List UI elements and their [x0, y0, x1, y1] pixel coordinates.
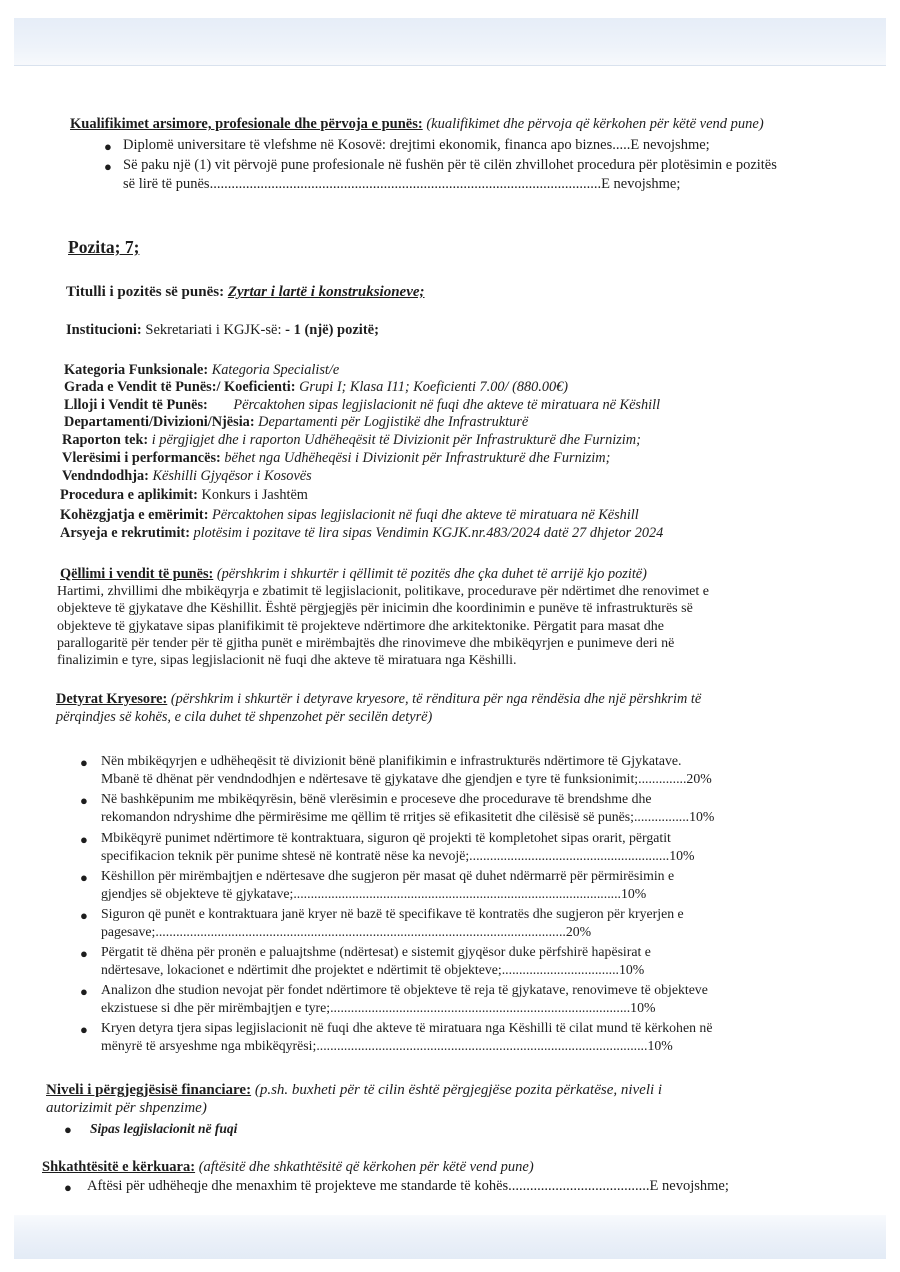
pozita-title-row: [66, 284, 425, 301]
detyra-item-cont: rekomandon ndryshime dhe përmirësime me qëllim të rritjes së efikasitetit dhe cilësisë së punës;................10%: [101, 809, 715, 824]
pozita-label: Pozita; 7;: [68, 237, 140, 257]
detail-row: [62, 432, 641, 449]
shkathtesite-heading: Shkathtësitë e kërkuara:: [42, 1159, 196, 1175]
niveli-note: (p.sh. buxheti për të cilin është përgjegjëse pozita përkatëse, niveli i: [254, 1082, 663, 1098]
bullet-icon: ●: [80, 832, 88, 847]
kualifikimet-heading: Kualifikimet arsimore, profesionale dhe përvoja e punës:: [70, 116, 423, 132]
qellimi-line: Hartimi, zhvillimi dhe mbikëqyrja e zbatimit të legjislacionit, politikave, procedurave për ndërtimet dhe renovimet e: [57, 584, 709, 599]
pozita-title-label: Titulli i pozitës së punës:: [66, 284, 225, 300]
shkathtesite-note: (aftësitë dhe shkathtësitë që kërkohen për këtë vend pune): [198, 1159, 534, 1175]
detail-label: Raporton tek:: [62, 432, 149, 448]
detail-value: Përcaktohen sipas legjislacionit në fuqi dhe akteve të miratuara në Këshill: [233, 397, 661, 413]
detail-value: Konkurs i Jashtëm: [201, 487, 308, 503]
detyra-item: Mbikëqyrë punimet ndërtimore të kontraktuara, siguron që projekti të kompletohet sipas orarit, përgatit: [101, 830, 671, 845]
institucioni-value: Sekretariati i KGJK-së:: [145, 322, 282, 338]
institucioni-row: [66, 322, 379, 339]
detail-label: Vendndodhja:: [62, 468, 149, 484]
shkathtesite-heading-row: [42, 1159, 534, 1176]
detyra-item-cont: Mbanë të dhënat për vendndodhjen e ndërtesave të gjykatave dhe gjendjen e tyre të funksionimit;..............20%: [101, 771, 712, 786]
bullet-icon: ●: [64, 1180, 72, 1195]
detyra-item: Siguron që punët e kontraktuara janë kryer në bazë të specifikave të kontratës dhe sugjeron për kryerjen e: [101, 906, 684, 921]
kualifikimet-note: (kualifikimet dhe përvoja që kërkohen për këtë vend pune): [426, 116, 764, 132]
detyra-item: Nën mbikëqyrjen e udhëheqësit të divizionit bënë planifikimin e infrastrukturës ndërtimore të Gjykatave.: [101, 753, 682, 768]
detail-row: [64, 414, 528, 431]
detail-row: [60, 487, 308, 504]
pozita-title-value: Zyrtar i lartë i konstruksioneve;: [227, 284, 425, 300]
niveli-item: Sipas legjislacionit në fuqi: [90, 1121, 238, 1136]
detyra-item-cont: mënyrë të arsyeshme nga mbikëqyrësi;................................................................................................10%: [101, 1038, 673, 1053]
niveli-heading: Niveli i përgjegjësisë financiare:: [46, 1082, 252, 1098]
niveli-note-cont: autorizimit për shpenzime): [46, 1100, 207, 1116]
detail-label: Grada e Vendit të Punës:/ Koeficienti:: [64, 379, 296, 395]
detail-value: Kategoria Specialist/e: [211, 362, 340, 378]
qellimi-note: (përshkrim i shkurtër i qëllimit të pozitës dhe çka duhet të arrijë kjo pozitë): [216, 566, 647, 582]
detyrat-note: (përshkrim i shkurtër i detyrave kryesore, të rënditura për nga rëndësia dhe një përshkrim të: [170, 691, 702, 707]
detail-row: [60, 507, 639, 524]
bullet-icon: ●: [80, 870, 88, 885]
detyra-item-cont: specifikacion teknik për punime shtesë në kontratë nëse ka nevojë;..........................................................10%: [101, 848, 695, 863]
detyra-item-cont: gjendjes së objekteve të gjykatave;...............................................................................................10%: [101, 886, 647, 901]
detail-row: [64, 379, 568, 396]
detyra-item: Përgatit të dhëna për pronën e paluajtshme (ndërtesat) e sistemit gjyqësor duke përfshirë hapësirat e: [101, 944, 651, 959]
bullet-icon: ●: [80, 984, 88, 999]
detail-value: Këshilli Gjyqësor i Kosovës: [152, 468, 312, 484]
detyra-item-cont: ekzistuese si dhe për mirëmbajtjen e tyre;.......................................................................................10%: [101, 1000, 656, 1015]
detyrat-note-cont: përqindjes së kohës, e cila duhet të shpenzohet për secilën detyrë): [56, 709, 433, 725]
detail-value: i përgjigjet dhe i raporton Udhëheqësit të Divizionit për Infrastrukturë dhe Furnizim;: [151, 432, 641, 448]
bullet-icon: ●: [80, 793, 88, 808]
bullet-icon: ●: [104, 159, 112, 174]
detail-row: [64, 362, 339, 379]
detail-label: Departamenti/Divizioni/Njësia:: [64, 414, 255, 430]
detail-value: Përcaktohen sipas legjislacionit në fuqi dhe akteve të miratuara në Këshill: [212, 507, 639, 523]
institucioni-count: - 1 (një) pozitë;: [285, 322, 379, 338]
bullet-icon: ●: [80, 755, 88, 770]
detail-label: Kategoria Funksionale:: [64, 362, 209, 378]
shkathtesite-item: Aftësi për udhëheqje dhe menaxhim të projekteve me standarde të kohës.......................................E nevojshme;: [87, 1178, 729, 1194]
qellimi-line: objekteve të gjykatave dhe Këshillit. Është përgjegjës për inicimin dhe koordinimin e punëve të infrastrukturës së: [57, 601, 693, 616]
detail-row: [60, 525, 663, 542]
detail-value: bëhet nga Udhëheqësi i Divizionit për Infrastrukturë dhe Furnizim;: [224, 450, 611, 466]
detail-label: Llloji i Vendit të Punës:: [64, 397, 208, 413]
detyra-item: Në bashkëpunim me mbikëqyrësin, bënë vlerësimin e proceseve dhe procedurave të brendshme dhe: [101, 791, 652, 806]
detyrat-heading: Detyrat Kryesore:: [56, 691, 168, 707]
detail-value: Grupi I; Klasa I11; Koeficienti 7.00/ (880.00€): [299, 379, 569, 395]
detail-label: Procedura e aplikimit:: [60, 487, 198, 503]
detyra-item-cont: ndërtesave, lokacionet e ndërtimit dhe projektet e ndërtimit të objekteve;..................................10%: [101, 962, 645, 977]
detail-label: Kohëzgjatja e emërimit:: [60, 507, 209, 523]
bullet-icon: ●: [104, 139, 112, 154]
kualifikimet-item-2: Së paku një (1) vit përvojë pune profesionale në fushën për të cilën zhvillohet procedura për plotësimin e pozitës: [123, 157, 777, 173]
kualifikimet-heading-row: [70, 116, 764, 133]
niveli-heading-row: [46, 1082, 662, 1099]
qellimi-line: parallogaritë për tender për të gjitha punët e mirëmbajtës dhe rinovimeve dhe mbikëqyrjen e punimeve deri në: [57, 636, 675, 651]
qellimi-line: finalizimin e tyre, sipas legjislacionit në fuqi dhe akteve të miratuara nga Këshilli.: [57, 653, 517, 668]
qellimi-heading-row: [60, 566, 647, 583]
detail-label: Vlerësimi i performancës:: [62, 450, 221, 466]
qellimi-line: objekteve të gjykatave sipas planifikimit të projekteve ndërtimore dhe arkitektonike. Përgatit para masat dhe: [57, 619, 664, 634]
bullet-icon: ●: [64, 1122, 72, 1137]
detail-row: [62, 450, 610, 467]
detyra-item: Analizon dhe studion nevojat për fondet ndërtimore të objekteve të reja të gjykatave, renovimeve të objekteve: [101, 982, 708, 997]
bullet-icon: ●: [80, 908, 88, 923]
detyra-item: Kryen detyra tjera sipas legjislacionit në fuqi dhe akteve të miratuara nga Këshilli të cilat mund të kërkohen në: [101, 1020, 713, 1035]
detail-row: [64, 397, 660, 414]
qellimi-heading: Qëllimi i vendit të punës:: [60, 566, 214, 582]
institucioni-label: Institucioni:: [66, 322, 142, 338]
bullet-icon: ●: [80, 1022, 88, 1037]
detail-row: [62, 468, 312, 485]
detail-value: plotësim i pozitave të lira sipas Vendimin KGJK.nr.483/2024 datë 27 dhjetor 2024: [193, 525, 664, 541]
detyra-item: Këshillon për mirëmbajtjen e ndërtesave dhe sugjeron për masat që duhet ndërmarrë për përmirësimin e: [101, 868, 675, 883]
detyrat-heading-row: [56, 691, 701, 708]
detail-label: Arsyeja e rekrutimit:: [60, 525, 190, 541]
kualifikimet-item-1: Diplomë universitare të vlefshme në Kosovë: drejtimi ekonomik, financa apo biznes.....E nevojshme;: [123, 137, 710, 153]
detyra-item-cont: pagesave;.......................................................................................................................20%: [101, 924, 592, 939]
kualifikimet-item-2-cont: së lirë të punës............................................................................................................E nevojshme;: [123, 176, 681, 192]
bullet-icon: ●: [80, 946, 88, 961]
detail-value: Departamenti për Logjistikë dhe Infrastrukturë: [258, 414, 529, 430]
